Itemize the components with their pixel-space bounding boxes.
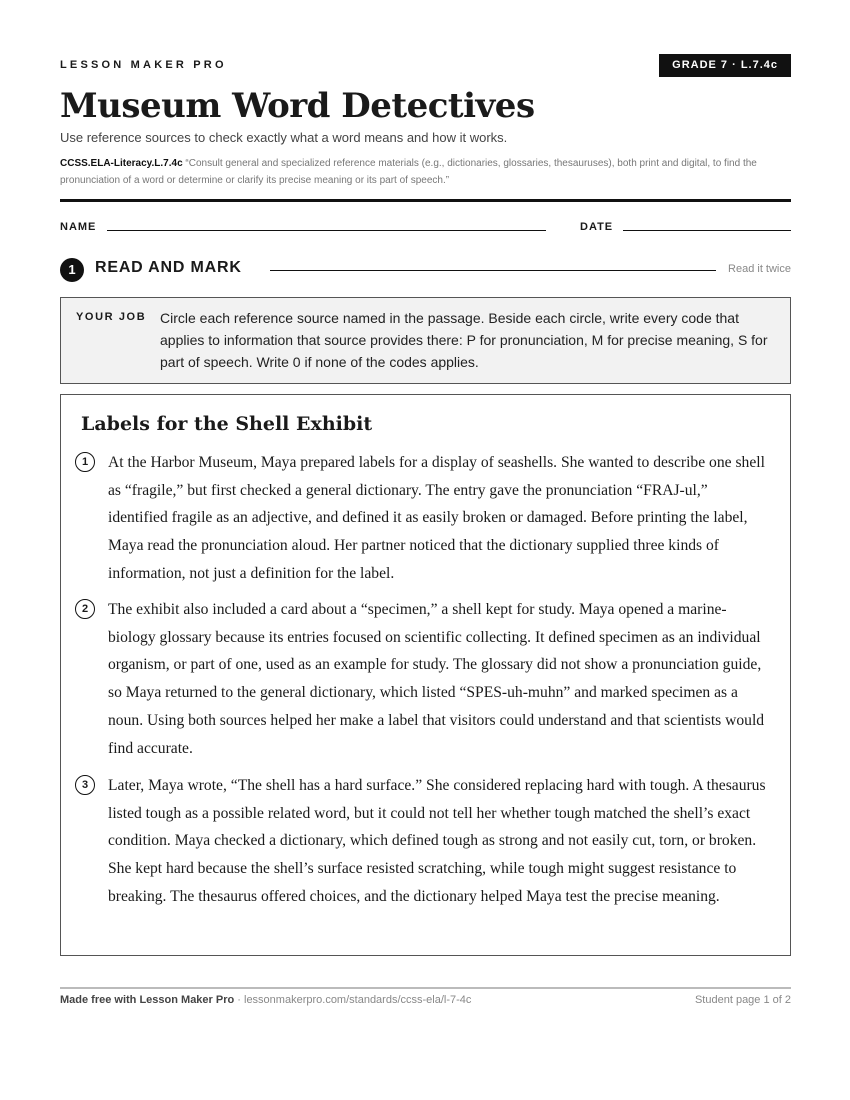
paragraph-number: 2 [75,599,95,619]
grade-badge: GRADE 7 · L.7.4c [659,54,791,77]
footer-separator: · [234,994,244,1006]
instructions-box [60,297,791,384]
standard-citation [60,155,791,189]
passage-title: Labels for the Shell Exhibit [81,413,373,435]
header-divider [60,199,791,202]
section-number-badge: 1 [60,258,84,282]
paragraph-number: 3 [75,775,95,795]
footer-made-with: Made free with Lesson Maker Pro [60,994,235,1006]
section-title: READ AND MARK [95,259,242,276]
section-header [60,258,791,282]
footer-page-info: Student page 1 of 2 [694,994,791,1006]
paragraph-text: Later, Maya wrote, “The shell has a hard surface.” She considered replacing hard with tough. A thesaurus listed tough as a possible related word, but it could not tell her whether tough matched the shell’s exact condition. Maya checked a dictionary, which defined tough as strong and not easily cut, torn, or broken. She kept hard because the shell’s surface resisted scratching, while tough might suggest resistance to breaking. The thesaurus offered choices, and the dictionary helped Maya test the precise meaning. [108,777,766,905]
instructions-text: Circle each reference source named in the passage. Beside each circle, write every code that applies to information that source provides there: P for pronunciation, M for precise meaning, S for part of speech. Write 0 if none of the codes applies. [160,310,768,370]
top-bar [60,54,791,80]
date-label: DATE [580,221,614,233]
instructions-label: YOUR JOB [76,311,147,323]
name-field[interactable] [107,230,546,231]
standard-text: “Consult general and specialized reference materials (e.g., dictionaries, glossaries, thesauruses), both print and digital, to find the pronunciation of a word or determine or clarify its precise meaning or its part of speech.” [60,158,757,186]
section-rule [270,270,716,271]
paragraph-text: The exhibit also included a card about a “specimen,” a shell kept for study. Maya opened a marine-biology glossary because its entries focused on scientific collecting. It defined specimen as an individual organism, or part of one, used as an example for study. The glossary did not show a pronunciation guide, so Maya returned to the general dictionary, which listed “SPES-uh-muhn” and marked specimen as a noun. Using both sources helped her make a label that visitors could understand and that scientists would find accurate. [108,601,765,757]
standard-code: CCSS.ELA-Literacy.L.7.4c [60,158,183,169]
footer-divider [60,987,791,989]
page-subtitle: Use reference sources to check exactly what a word means and how it works. [60,130,508,145]
paragraph-text: At the Harbor Museum, Maya prepared labels for a display of seashells. She wanted to describe one shell as “fragile,” but first checked a general dictionary. The entry gave the pronunciation “FRAJ-ul,” identified fragile as an adjective, and defined it as easily broken or damaged. Before printing the label, Maya read the pronunciation aloud. Her partner noticed that the dictionary supplied three kinds of information, not just a definition for the label. [108,454,765,582]
date-field[interactable] [623,230,791,231]
name-date-row [60,219,791,235]
paragraph-number: 1 [75,452,95,472]
footer-url[interactable]: lessonmakerpro.com/standards/ccss-ela/l-7-4c [244,994,472,1006]
name-label: NAME [60,221,97,233]
section-note: Read it twice [728,263,791,275]
passage-box [60,394,791,956]
footer [60,994,791,1006]
page-title: Museum Word Detectives [60,86,535,126]
brand-name: LESSON MAKER PRO [60,59,227,71]
